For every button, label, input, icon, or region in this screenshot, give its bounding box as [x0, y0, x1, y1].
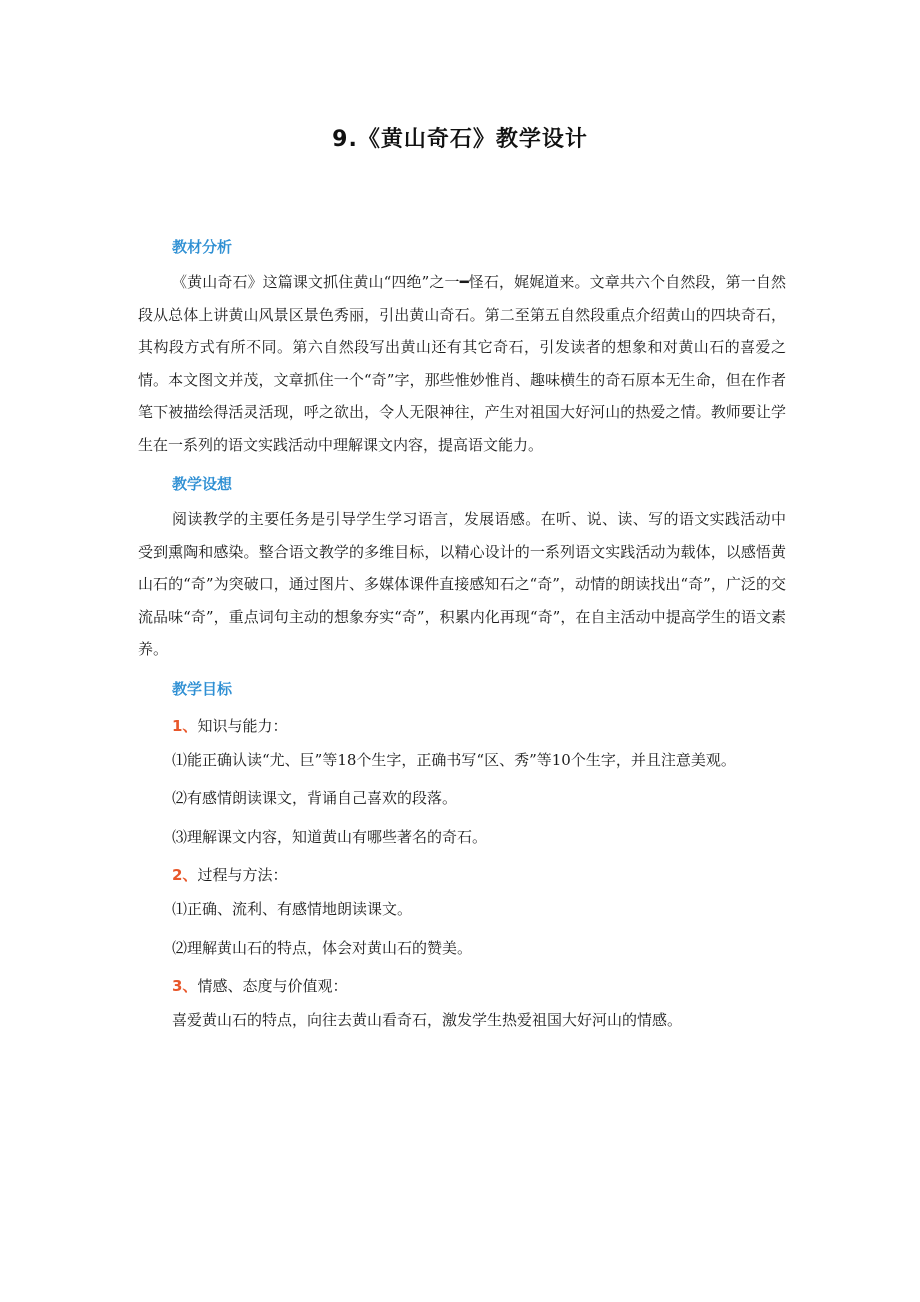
section-paragraph-design: 阅读教学的主要任务是引导学生学习语言，发展语感。在听、说、读、写的语文实践活动中受到熏陶和感染。整合语文教学的多维目标，以精心设计的一系列语文实践活动为载体，以感悟黄山石的“奇”为突破口，通过图片、多媒体课件直接感知石之“奇”，动情的朗读找出“奇”，广泛的交流品味“奇”，重点词句主动的想象夯实“奇”，积累内化再现“奇”，在自主活动中提高学生的语文素养。	[138, 510, 786, 658]
section-heading-materials: 教材分析	[172, 238, 233, 256]
goal-number: 1、	[172, 716, 198, 735]
goal-label: 过程与方法：	[197, 866, 288, 884]
goal-heading-emotion	[172, 970, 786, 1004]
document-title: 9.《黄山奇石》教学设计	[332, 127, 588, 152]
goal-item: ⑵有感情朗读课文，背诵自己喜欢的段落。	[172, 789, 458, 807]
document-body	[138, 232, 786, 1037]
goal-item: ⑴能正确认读“尤、巨”等18个生字，正确书写“区、秀”等10个生字，并且注意美观。	[172, 750, 736, 769]
goal-label: 情感、态度与价值观：	[197, 977, 348, 995]
goal-number: 2、	[172, 866, 198, 884]
section-heading-goals: 教学目标	[172, 679, 233, 698]
goal-item: 喜爱黄山石的特点，向往去黄山看奇石，激发学生热爱祖国大好河山的情感。	[172, 1011, 683, 1029]
section-paragraph-materials: 《黄山奇石》这篇课文抓住黄山“四绝”之一━怪石，娓娓道来。文章共六个自然段，第一自然段从总体上讲黄山风景区景色秀丽，引出黄山奇石。第二至第五自然段重点介绍黄山的四块奇石，其构段方式有所不同。第六自然段写出黄山还有其它奇石，引发读者的想象和对黄山石的喜爱之情。本文图文并茂，文章抓住一个“奇”字，那些惟妙惟肖、趣味横生的奇石原本无生命，但在作者笔下被描绘得活灵活现，呼之欲出，令人无限神往，产生对祖国大好河山的热爱之情。教师要让学生在一系列的语文实践活动中理解课文内容，提高语文能力。	[138, 273, 786, 454]
goal-heading-knowledge	[172, 710, 786, 744]
goal-item: ⑵理解黄山石的特点，体会对黄山石的赞美。	[172, 938, 473, 957]
goal-label: 知识与能力：	[197, 716, 288, 735]
goal-heading-process	[172, 859, 786, 893]
goal-number: 3、	[172, 977, 198, 995]
section-heading-design: 教学设想	[172, 475, 233, 493]
goal-item: ⑶理解课文内容，知道黄山有哪些著名的奇石。	[172, 827, 488, 846]
goal-item: ⑴正确、流利、有感情地朗读课文。	[172, 900, 413, 918]
